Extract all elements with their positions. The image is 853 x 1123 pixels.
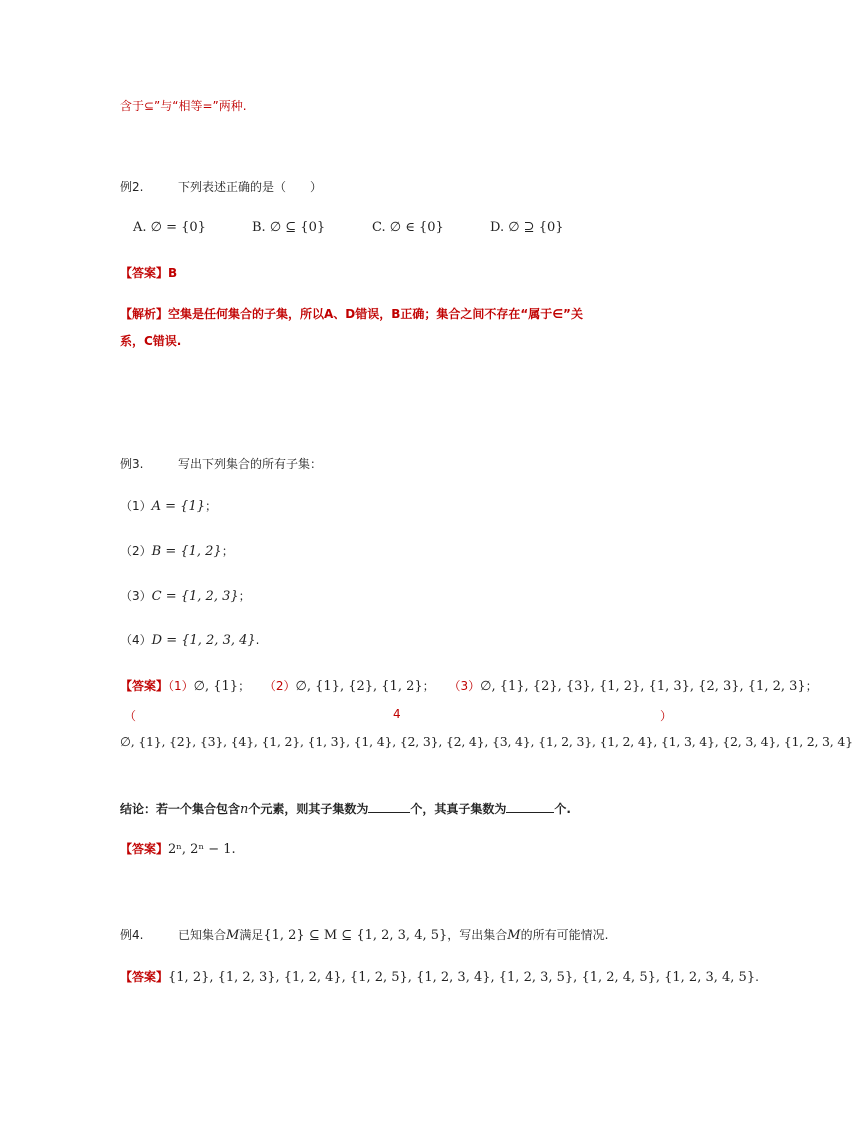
- conclusion-answer: [120, 840, 236, 857]
- example-3-item-3: [120, 587, 251, 604]
- question-part-4: 的所有可能情况.: [520, 928, 609, 942]
- answer-value: B: [168, 266, 178, 280]
- item-end: ；: [205, 499, 218, 513]
- item-expression: A = {1}: [151, 499, 205, 514]
- item-number: （3）: [120, 589, 152, 603]
- conclusion: [120, 800, 571, 817]
- item-expression: B = {1, 2}: [151, 544, 222, 559]
- answer-2: ∅, {1}, {2}, {1, 2}: [295, 679, 423, 694]
- answer-4-number: 4: [393, 707, 401, 721]
- example-4-answer: [120, 968, 759, 985]
- item-number: （1）: [120, 499, 152, 513]
- answer-3-end: ；: [805, 679, 818, 693]
- answer-tag: 【答案】: [120, 679, 169, 693]
- answer-value: 2ⁿ, 2ⁿ − 1.: [168, 842, 236, 857]
- answer-blank-1[interactable]: [368, 800, 410, 813]
- item-number: （2）: [120, 544, 152, 558]
- question-text: 下列表述正确的是（ ）: [178, 180, 323, 194]
- answer-4-open: （: [124, 709, 137, 723]
- question-part-1: 已知集合: [178, 928, 227, 942]
- top-note: 含于⊆”与“相等=”两种.: [120, 99, 247, 113]
- answer-1-number: （1）: [168, 679, 194, 693]
- example-3-answer-line-1: [120, 677, 818, 694]
- item-expression: C = {1, 2, 3}: [151, 589, 239, 604]
- answer-4: ∅, {1}, {2}, {3}, {4}, {1, 2}, {1, 3}, {1, 4}, {2, 3}, {2, 4}, {3, 4}, {1, 2, 3}, {1, 2, 4}, {1, 3, 4}, {2, 3, 4}, {1, 2, 3, 4}: [120, 734, 853, 749]
- example-3-item-1: [120, 497, 217, 514]
- example-3-item-4: [120, 631, 259, 648]
- example-2-analysis-line-1: [120, 305, 583, 322]
- example-4-question: [120, 926, 608, 943]
- example-label: 例2.: [120, 180, 144, 194]
- conclusion-prefix: 结论：若一个集合包含: [120, 802, 241, 816]
- example-label: 例3.: [120, 457, 144, 471]
- analysis-tag: 【解析】: [120, 307, 169, 321]
- conclusion-middle-2: 个，其真子集数为: [410, 802, 507, 816]
- example-2-answer: [120, 264, 177, 281]
- example-2-question: [120, 178, 322, 195]
- option-a: A. ∅ = {0}: [133, 220, 206, 235]
- variable-m: M: [507, 928, 521, 943]
- answer-tag: 【答案】: [120, 266, 169, 280]
- option-c: C. ∅ ∈ {0}: [372, 220, 444, 235]
- variable-n: n: [240, 802, 249, 817]
- example-label: 例4.: [120, 928, 144, 942]
- question-text: 写出下列集合的所有子集：: [178, 457, 323, 471]
- variable-m: M: [226, 928, 240, 943]
- option-b: B. ∅ ⊆ {0}: [252, 220, 326, 235]
- answer-3-number: （3）: [448, 679, 481, 693]
- item-expression: D = {1, 2, 3, 4}: [151, 633, 256, 648]
- conclusion-middle-1: 个元素，则其子集数为: [248, 802, 369, 816]
- answer-1: ∅, {1}: [193, 679, 239, 694]
- example-3-question: [120, 455, 322, 472]
- answer-value: {1, 2}, {1, 2, 3}, {1, 2, 4}, {1, 2, 5}, {1, 2, 3, 4}, {1, 2, 3, 5}, {1, 2, 4, 5}, {1, 2, 3, 4, 5}: [168, 970, 756, 985]
- item-end: ；: [221, 544, 234, 558]
- answer-1-end: ；: [238, 679, 251, 693]
- option-d: D. ∅ ⊇ {0}: [490, 220, 564, 235]
- item-end: ；: [238, 589, 251, 603]
- answer-2-number: （2）: [263, 679, 296, 693]
- condition-expression: {1, 2} ⊆ M ⊆ {1, 2, 3, 4, 5}: [263, 928, 448, 943]
- answer-blank-2[interactable]: [506, 800, 554, 813]
- answer-2-end: ；: [422, 679, 435, 693]
- question-part-3: ，写出集合: [447, 928, 508, 942]
- conclusion-end: 个.: [554, 802, 571, 816]
- item-number: （4）: [120, 633, 152, 647]
- answer-3: ∅, {1}, {2}, {3}, {1, 2}, {1, 3}, {2, 3}, {1, 2, 3}: [480, 679, 806, 694]
- answer-4-close: ）: [660, 709, 673, 723]
- item-end: .: [255, 633, 260, 647]
- example-3-item-2: [120, 542, 234, 559]
- question-part-2: 满足: [239, 928, 264, 942]
- analysis-text: 空集是任何集合的子集，所以A、D错误，B正确；集合之间不存在“属于∈”关: [168, 307, 583, 321]
- answer-tag: 【答案】: [120, 970, 169, 984]
- answer-end: .: [755, 970, 759, 984]
- answer-tag: 【答案】: [120, 842, 169, 856]
- example-2-analysis-line-2: 系，C错误.: [120, 334, 182, 348]
